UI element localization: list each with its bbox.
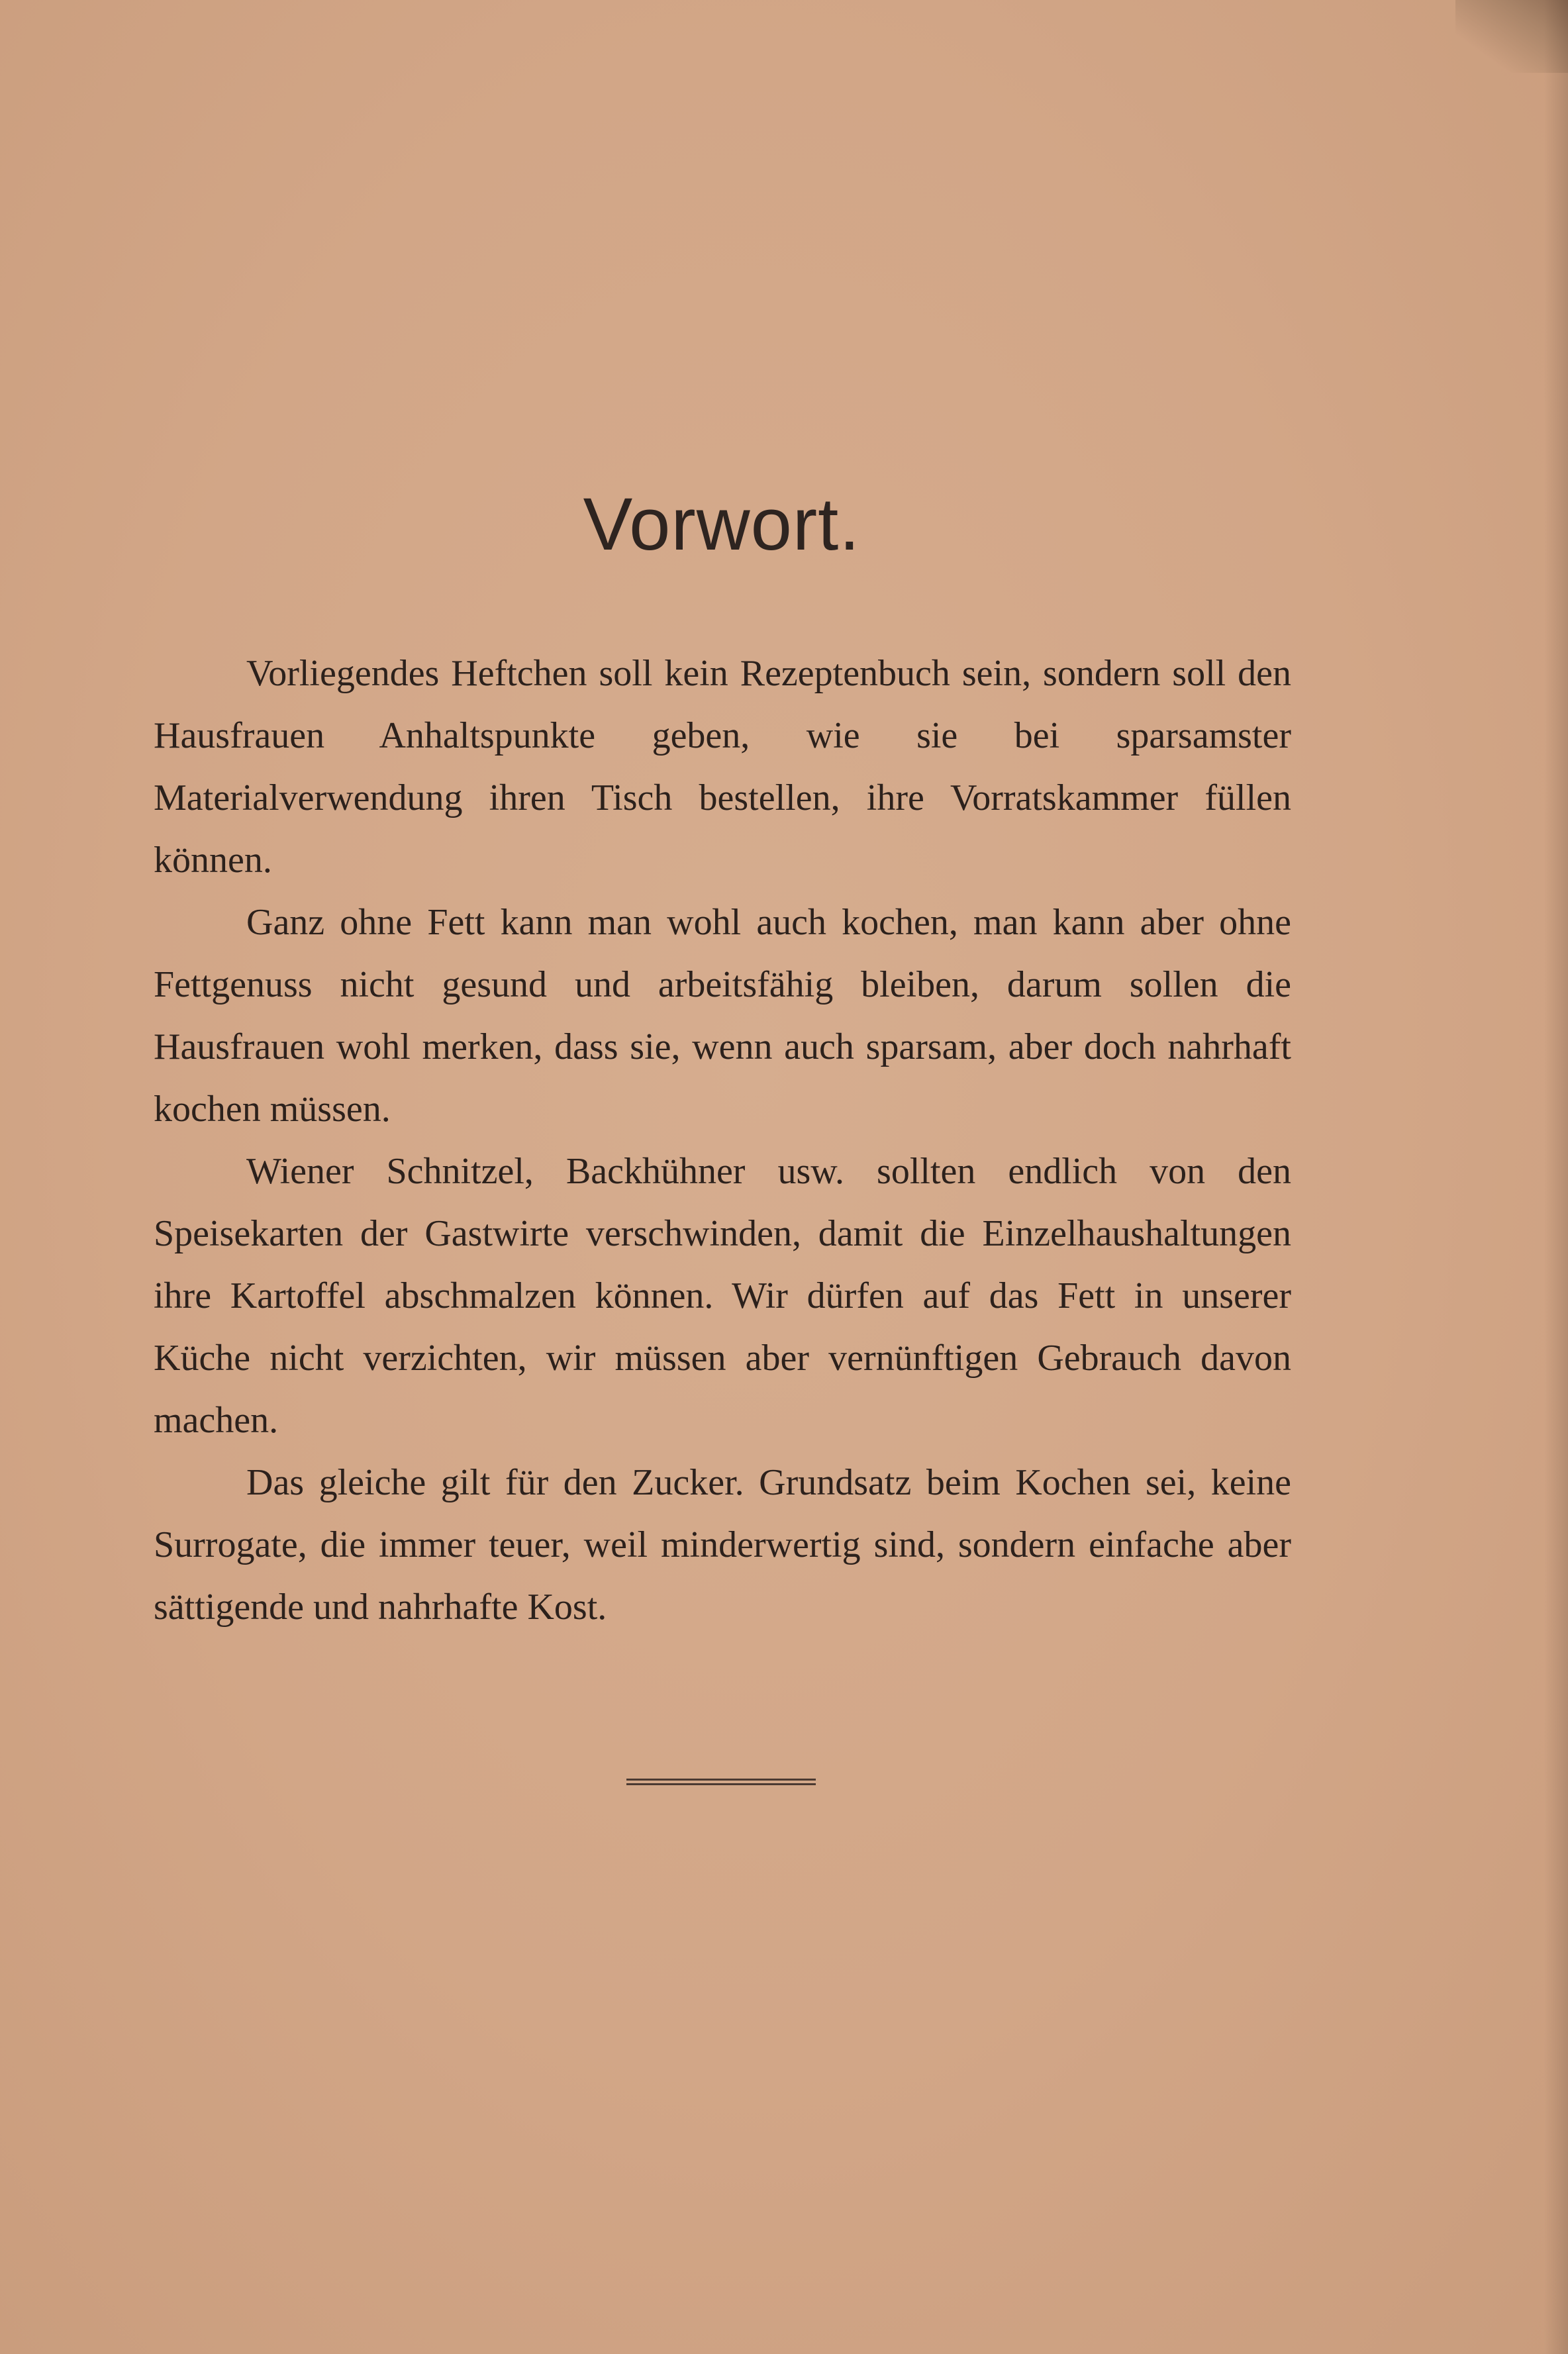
paragraph: Vorliegendes Heftchen soll kein Rezeptenbuch sein, sondern soll den Hausfrauen Anhaltspunkte geben, wie sie bei sparsamster Materialverwendung ihren Tisch bestellen, ihre Vorratskammer füllen können.	[154, 653, 1291, 881]
page-edge-shadow	[1544, 0, 1568, 2354]
paragraph: Wiener Schnitzel, Backhühner usw. sollten endlich von den Speisekarten der Gastwirte verschwinden, damit die Einzelhaushaltungen ihre Kartoffel abschmalzen können. Wir dürfen auf das Fett in unserer Küche nicht verzichten, wir müssen aber vernünftigen Gebrauch davon machen.	[154, 1151, 1291, 1441]
page-title: Vorwort.	[583, 483, 861, 565]
preface-body	[154, 642, 1291, 1638]
double-rule-divider	[626, 1779, 816, 1785]
paragraph: Das gleiche gilt für den Zucker. Grundsatz beim Kochen sei, keine Surrogate, die immer teuer, weil minderwertig sind, sondern einfache aber sättigende und nahrhafte Kost.	[154, 1462, 1291, 1628]
paragraph: Ganz ohne Fett kann man wohl auch kochen, man kann aber ohne Fettgenuss nicht gesund und arbeitsfähig bleiben, darum sollen die Hausfrauen wohl merken, dass sie, wenn auch sparsam, aber doch nahrhaft kochen müssen.	[154, 902, 1291, 1130]
